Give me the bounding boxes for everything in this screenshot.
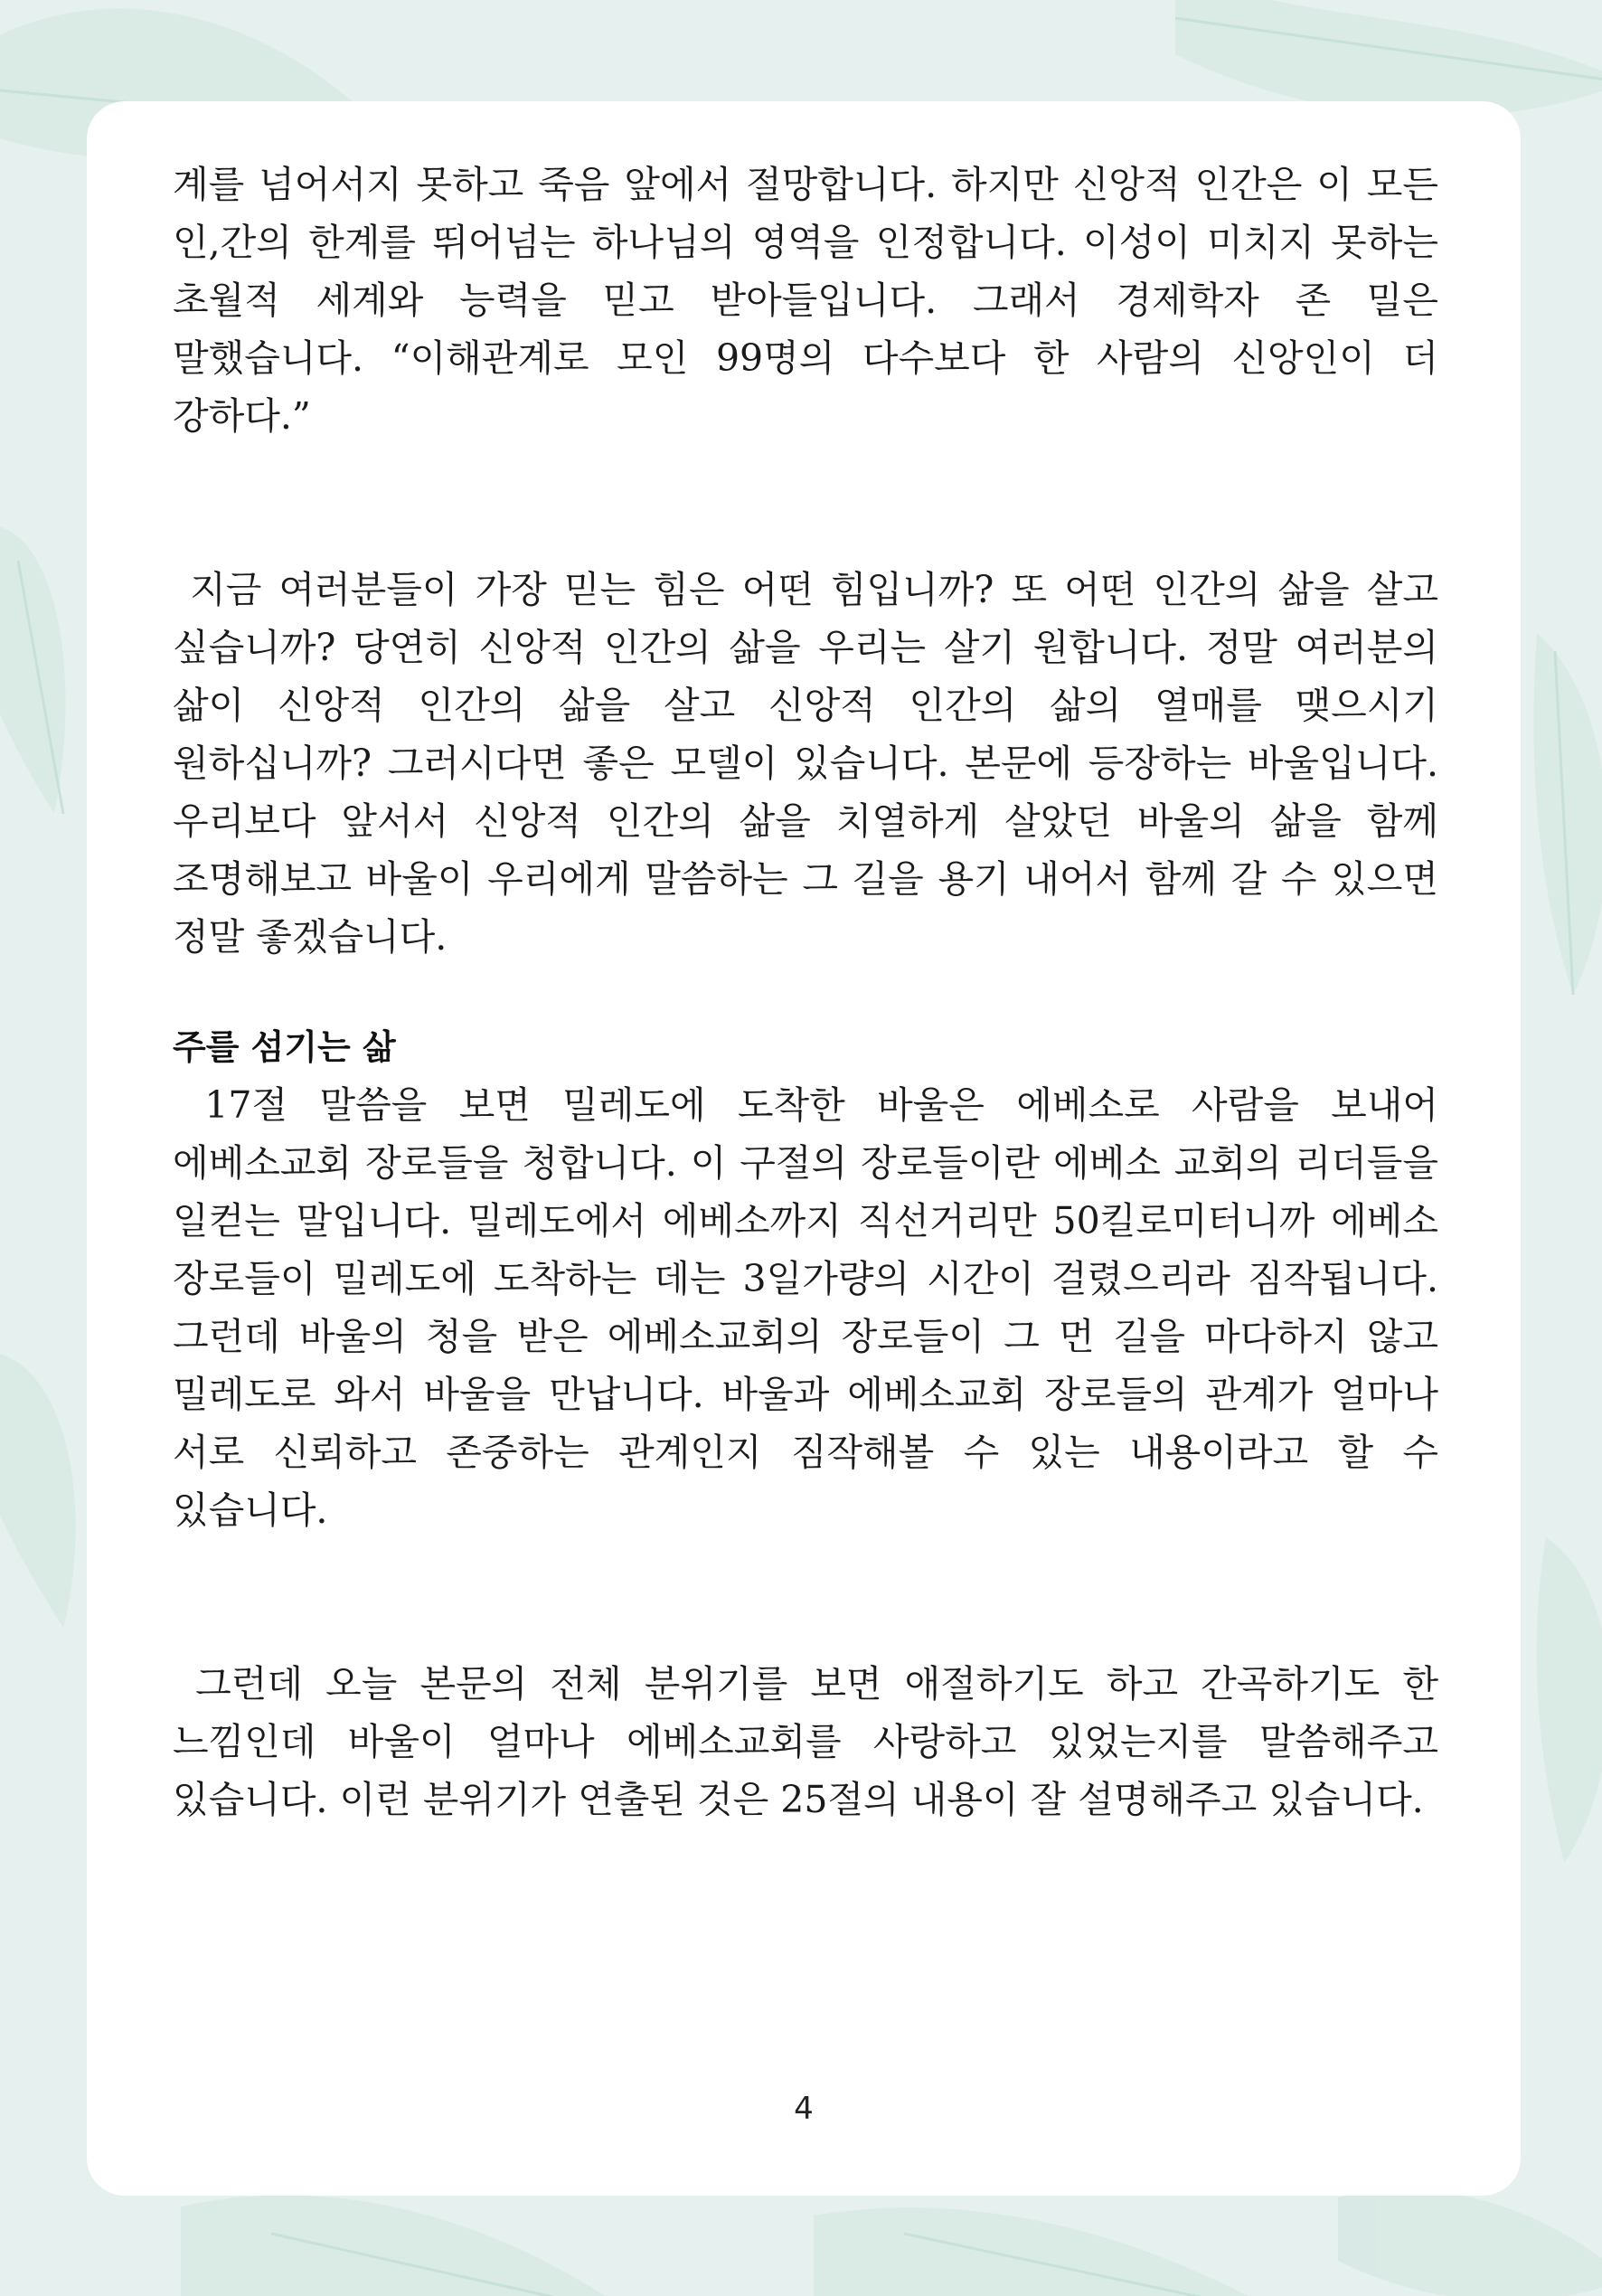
body-paragraph: 17절 말씀을 보면 밀레도에 도착한 바울은 에베소로 사람을 보내어 에베소교회 장로들을 청합니다. 이 구절의 장로들이란 에베소 교회의 리더들을 일컫는 말입니다. 밀레도에서 에베소까지 직선거리만 50킬로미터니까 에베소 장로들이 밀레도에 도착하는 데는 3일가량의 시간이 걸렸으리라 짐작됩니다. 그런데 바울의 청을 받은 에베소교회의 장로들이 그 먼 길을 마다하지 않고 밀레도로 와서 바울을 만납니다. 바울과 에베소교회 장로들의 관계가 얼마나 서로 신뢰하고 존중하는 관계인지 짐작해볼 수 있는 내용이라고 할 수 있습니다. bbox=[173, 1083, 1451, 1532]
section-block bbox=[173, 1018, 1451, 1828]
paragraph-spacer bbox=[173, 1539, 1438, 1655]
page-number: 4 bbox=[794, 2091, 814, 2127]
section-heading: 주를 섬기는 삶 bbox=[173, 1027, 396, 1067]
body-paragraph: 계를 넘어서지 못하고 죽음 앞에서 절망합니다. 하지만 신앙적 인간은 이 모든 인,간의 한계를 뛰어넘는 하나님의 영역을 인정합니다. 이성이 미치지 못하는 초월적 세계와 능력을 믿고 받아들입니다. 그래서 경제학자 존 밀은 말했습니다. “이해관계로 모인 99명의 다수보다 한 사람의 신앙인이 더 강하다.” bbox=[173, 163, 1451, 438]
body-paragraph: 그런데 오늘 본문의 전체 분위기를 보면 애절하기도 하고 간곡하기도 한 느낌인데 바울이 얼마나 에베소교회를 사랑하고 있었는지를 말씀해주고 있습니다. 이런 분위기가 연출된 것은 25절의 내용이 잘 설명해주고 있습니다. bbox=[173, 1662, 1451, 1821]
paragraph-spacer bbox=[173, 445, 1438, 561]
page-content bbox=[173, 156, 1451, 1828]
body-paragraph: 지금 여러분들이 가장 믿는 힘은 어떤 힘입니까? 또 어떤 인간의 삶을 살고 싶습니까? 당연히 신앙적 인간의 삶을 우리는 살기 원합니다. 정말 여러분의 삶이 신앙적 인간의 삶을 살고 신앙적 인간의 삶의 열매를 맺으시기 원하십니까? 그러시다면 좋은 모델이 있습니다. 본문에 등장하는 바울입니다. 우리보다 앞서서 신앙적 인간의 삶을 치열하게 살았던 바울의 삶을 함께 조명해보고 바울이 우리에게 말씀하는 그 길을 용기 내어서 함께 갈 수 있으면 정말 좋겠습니다. bbox=[173, 568, 1451, 959]
page-card bbox=[87, 101, 1521, 2196]
